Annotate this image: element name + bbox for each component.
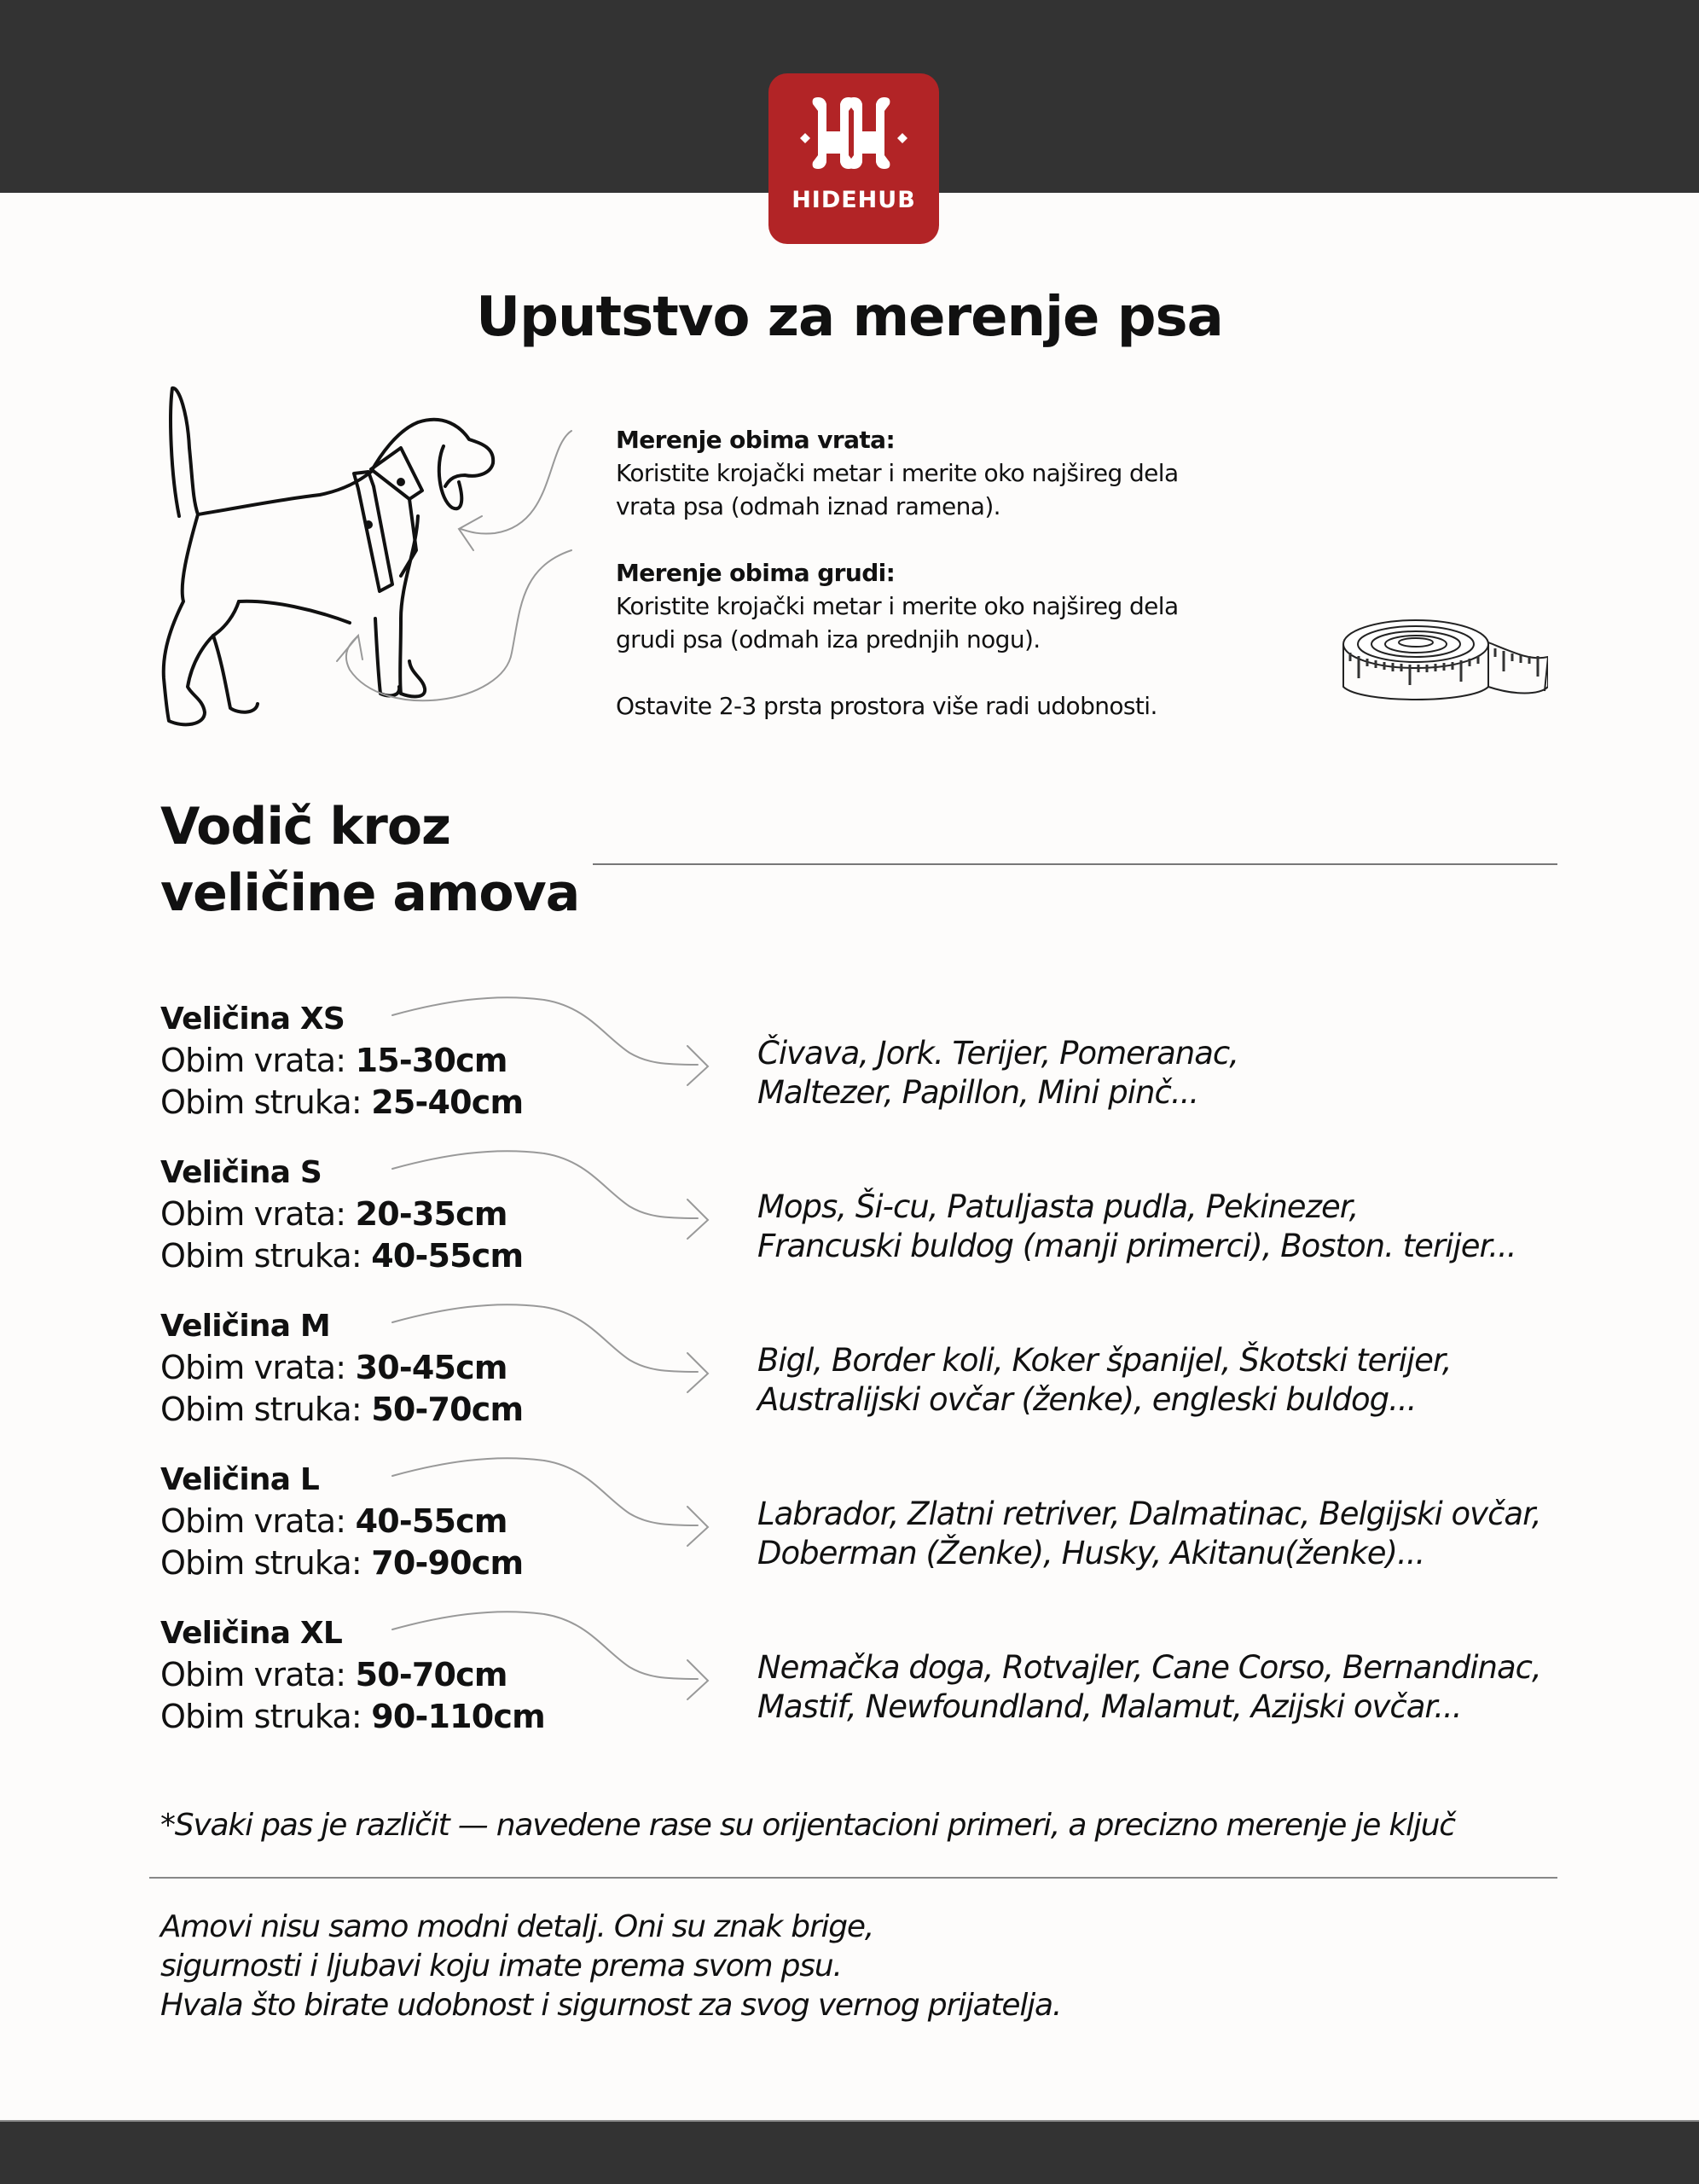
breed-examples — [757, 1341, 1452, 1420]
neck-text-line2: vrata psa (odmah iznad ramena). — [616, 492, 1000, 520]
size-name: Veličina XL — [160, 1616, 343, 1651]
waist-label: Obim struka: — [160, 1083, 362, 1121]
waist-measurement — [160, 1082, 523, 1124]
breeds-line1: Mops, Ši-cu, Patuljasta pudla, Pekinezer, — [757, 1188, 1359, 1225]
breed-examples — [757, 1034, 1238, 1112]
comfort-tip: Ostavite 2-3 prsta prostora više radi udobnosti. — [616, 692, 1157, 720]
hidehub-logo — [768, 73, 939, 244]
chest-instruction — [616, 556, 1264, 656]
closing-line2: sigurnosti i ljubavi koju imate prema svom psu. — [160, 1949, 842, 1984]
curved-arrow-icon — [374, 993, 732, 1087]
size-guide-title-line1: Vodič kroz — [160, 797, 450, 857]
breed-examples — [757, 1495, 1541, 1573]
chest-text-line2: grudi psa (odmah iza prednjih nogu). — [616, 625, 1041, 653]
curved-arrow-icon — [374, 1147, 732, 1240]
waist-measurement — [160, 1542, 523, 1584]
breeds-line2: Australijski ovčar (ženke), engleski buldog... — [757, 1381, 1417, 1418]
breed-examples — [757, 1648, 1541, 1727]
logo-wordmark: HIDEHUB — [792, 187, 916, 213]
breeds-line1: Bigl, Border koli, Koker španijel, Škotski terijer, — [757, 1342, 1452, 1379]
neck-heading: Merenje obima vrata: — [616, 426, 896, 454]
waist-value: 90-110cm — [371, 1698, 545, 1735]
neck-label: Obim vrata: — [160, 1656, 346, 1693]
breeds-line2: Mastif, Newfoundland, Malamut, Azijski ovčar... — [757, 1688, 1462, 1725]
neck-value: 40-55cm — [355, 1502, 507, 1540]
neck-instruction — [616, 423, 1264, 523]
waist-measurement — [160, 1235, 523, 1277]
closing-message — [160, 1908, 1061, 2025]
divider — [149, 1877, 1557, 1879]
waist-measurement — [160, 1389, 523, 1431]
closing-line3: Hvala što birate udobnost i sigurnost za svog vernog prijatelja. — [160, 1988, 1062, 2023]
waist-value: 50-70cm — [371, 1391, 524, 1428]
page-title: Uputstvo za merenje psa — [476, 286, 1223, 349]
size-name: Veličina S — [160, 1155, 322, 1190]
closing-line1: Amovi nisu samo modni detalj. Oni su znak brige, — [160, 1909, 874, 1944]
breeds-line1: Nemačka doga, Rotvajler, Cane Corso, Bernandinac, — [757, 1649, 1541, 1686]
breeds-line2: Francuski buldog (manji primerci), Boston. terijer... — [757, 1228, 1516, 1264]
waist-value: 25-40cm — [371, 1083, 524, 1121]
waist-label: Obim struka: — [160, 1391, 362, 1428]
size-row — [160, 1305, 1568, 1428]
curved-arrow-icon — [374, 1300, 732, 1394]
waist-value: 70-90cm — [371, 1544, 524, 1582]
size-name: Veličina L — [160, 1462, 320, 1497]
breeds-line2: Maltezer, Papillon, Mini pinč... — [757, 1074, 1199, 1111]
waist-value: 40-55cm — [371, 1237, 524, 1275]
neck-label: Obim vrata: — [160, 1349, 346, 1386]
neck-text-line1: Koristite krojački metar i merite oko najšireg dela — [616, 459, 1179, 487]
curved-arrow-icon — [374, 1607, 732, 1701]
neck-label: Obim vrata: — [160, 1042, 346, 1079]
waist-label: Obim struka: — [160, 1698, 362, 1735]
size-row — [160, 998, 1568, 1121]
breed-examples — [757, 1188, 1516, 1266]
hh-monogram-icon — [768, 73, 939, 244]
size-guide-title — [160, 793, 579, 926]
waist-label: Obim struka: — [160, 1237, 362, 1275]
curved-arrow-icon — [374, 1454, 732, 1548]
neck-value: 30-45cm — [355, 1349, 507, 1386]
measuring-instructions — [616, 423, 1264, 723]
divider — [593, 863, 1557, 865]
footer-bar — [0, 2120, 1699, 2184]
chest-text-line1: Koristite krojački metar i merite oko najšireg dela — [616, 592, 1179, 620]
waist-label: Obim struka: — [160, 1544, 362, 1582]
dog-with-harness-icon — [145, 380, 623, 738]
neck-label: Obim vrata: — [160, 1195, 346, 1233]
size-row — [160, 1612, 1568, 1735]
size-name: Veličina M — [160, 1309, 330, 1344]
waist-measurement — [160, 1696, 545, 1738]
breeds-line2: Doberman (Ženke), Husky, Akitanu(ženke)... — [757, 1535, 1425, 1571]
size-guide-title-line2: veličine amova — [160, 863, 580, 923]
size-row — [160, 1152, 1568, 1275]
measuring-tape-icon — [1309, 610, 1548, 704]
neck-value: 20-35cm — [355, 1195, 507, 1233]
size-name: Veličina XS — [160, 1002, 345, 1037]
size-row — [160, 1459, 1568, 1582]
breeds-line1: Čivava, Jork. Terijer, Pomeranac, — [757, 1035, 1239, 1072]
neck-value: 15-30cm — [355, 1042, 507, 1079]
neck-value: 50-70cm — [355, 1656, 507, 1693]
chest-heading: Merenje obima grudi: — [616, 559, 896, 587]
disclaimer-note: *Svaki pas je različit — navedene rase su orijentacioni primeri, a precizno merenje je ključ — [160, 1808, 1455, 1843]
breeds-line1: Labrador, Zlatni retriver, Dalmatinac, Belgijski ovčar, — [757, 1496, 1541, 1532]
neck-label: Obim vrata: — [160, 1502, 346, 1540]
